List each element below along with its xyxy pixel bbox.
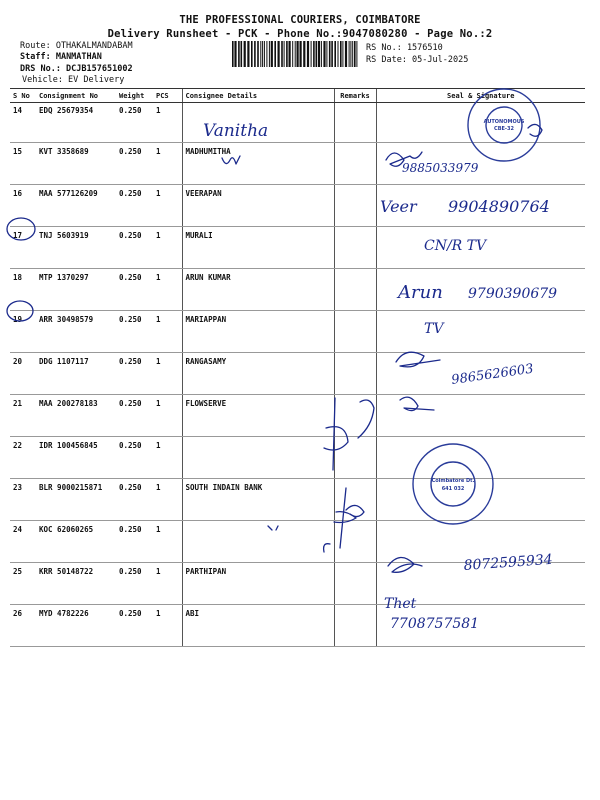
cell-consignee: ABI [182,605,334,647]
handwritten-note-row19: TV [424,321,444,337]
cell-consignee: SOUTH INDAIN BANK [182,479,334,521]
route-label: Route: OTHAKALMANDABAM [20,41,133,51]
rs-date: RS Date: 05-Jul-2025 [366,55,469,65]
cell-pcs: 1 [153,269,182,311]
cell-consignment: DDG 1107117 [36,353,116,395]
cell-pcs: 1 [153,103,182,143]
cell-pcs: 1 [153,437,182,479]
cell-pcs: 1 [153,227,182,269]
cell-consignee: MADHUMITHA [182,143,334,185]
cell-pcs: 1 [153,563,182,605]
cell-consignment: MYD 4782226 [36,605,116,647]
cell-weight: 0.250 [116,143,153,185]
cell-pcs: 1 [153,395,182,437]
col-header-sno: S No [10,89,36,103]
cell-sno: 25 [10,563,36,605]
cell-pcs: 1 [153,143,182,185]
vehicle-label: Vehicle: EV Delivery [22,75,125,85]
signature-row25 [388,557,422,572]
col-header-pcs: PCS [153,89,182,103]
staff-name: MANMATHAN [55,52,102,62]
cell-consignee: VEERAPAN [182,185,334,227]
cell-consignment: MAA 577126209 [36,185,116,227]
svg-text:CBE-32: CBE-32 [494,126,514,132]
col-header-remarks: Remarks [334,89,376,103]
circle-mark-19 [7,301,33,321]
cell-consignment: KOC 62060265 [36,521,116,563]
cell-weight: 0.250 [116,563,153,605]
cell-consignee: PARTHIPAN [182,563,334,605]
cell-weight: 0.250 [116,479,153,521]
cell-weight: 0.250 [116,605,153,647]
cell-weight: 0.250 [116,521,153,563]
svg-text:AUTONOMOUS: AUTONOMOUS [483,119,525,125]
cell-sno: 24 [10,521,36,563]
signature-row20 [396,352,440,367]
cell-weight: 0.250 [116,353,153,395]
handwritten-name-arun: Arun [398,282,443,303]
signature-scribble-rows21-24 [324,398,374,552]
cell-sno: 20 [10,353,36,395]
cell-consignment: EDQ 25679354 [36,103,116,143]
rs-number: RS No.: 1576510 [366,43,443,53]
cell-pcs: 1 [153,311,182,353]
col-header-consignee: Consignee Details [182,89,334,103]
handwritten-phone-row25: 8072595934 [463,551,554,574]
cell-pcs: 1 [153,521,182,563]
handwritten-phone-row20: 9865626603 [450,361,535,388]
cell-sno: 22 [10,437,36,479]
cell-consignee: RANGASAMY [182,353,334,395]
handwritten-phone-row16: 9904890764 [448,197,550,216]
cell-sno: 17 [10,227,36,269]
cell-pcs: 1 [153,353,182,395]
cell-consignment: KRR 50148722 [36,563,116,605]
cell-weight: 0.250 [116,311,153,353]
signature-row24 [346,505,364,516]
mark-row24 [268,526,278,530]
svg-text:Coimbatore Dt.: Coimbatore Dt. [431,478,475,484]
cell-consignee: MARIAPPAN [182,311,334,353]
handwritten-phone-row26: 7708757581 [390,616,480,632]
signature-row21 [400,397,434,410]
handwritten-note-row17: CN/R TV [424,238,487,254]
handwritten-name-row26: Thet [384,596,417,612]
cell-pcs: 1 [153,479,182,521]
cell-weight: 0.250 [116,103,153,143]
cell-sno: 21 [10,395,36,437]
cell-consignment: TNJ 5603919 [36,227,116,269]
handwritten-name-veer: Veer [380,197,417,216]
cell-sno: 26 [10,605,36,647]
company-title: THE PROFESSIONAL COURIERS, COIMBATORE [179,14,421,26]
col-header-seal: Seal & Signature [376,89,585,103]
cell-sno: 16 [10,185,36,227]
drs-number: DRS No.: DCJB157651002 [20,64,133,74]
cell-sno: 19 [10,311,36,353]
cell-consignee: FLOWSERVE [182,395,334,437]
cell-sno: 23 [10,479,36,521]
cell-weight: 0.250 [116,269,153,311]
cell-consignee: ARUN KUMAR [182,269,334,311]
cell-sno: 18 [10,269,36,311]
staff-label: Staff: [20,52,56,62]
cell-weight: 0.250 [116,395,153,437]
cell-sno: 15 [10,143,36,185]
runsheet-subtitle: Delivery Runsheet - PCK - Phone No.:9047080280 - Page No.:2 [107,28,493,40]
cell-weight: 0.250 [116,185,153,227]
handwritten-phone-row15: 9885033979 [402,161,479,175]
cell-weight: 0.250 [116,437,153,479]
handwritten-phone-row18: 9790390679 [468,286,558,302]
bank-stamp [413,444,493,524]
col-header-weight: Weight [116,89,153,103]
college-stamp [468,89,540,161]
cell-consignment: MAA 200278183 [36,395,116,437]
cell-consignment: IDR 100456845 [36,437,116,479]
cell-sno: 14 [10,103,36,143]
handwritten-name-vanitha: Vanitha [203,121,269,141]
cell-weight: 0.250 [116,227,153,269]
cell-pcs: 1 [153,185,182,227]
cell-consignment: BLR 9000215871 [36,479,116,521]
cell-consignee: MURALI [182,227,334,269]
cell-consignment: MTP 1370297 [36,269,116,311]
cell-consignment: KVT 3358689 [36,143,116,185]
circle-mark-17 [7,218,35,240]
cell-pcs: 1 [153,605,182,647]
col-header-consignment: Consignment No [36,89,116,103]
cell-consignment: ARR 30498579 [36,311,116,353]
signature-row15-consignee [222,156,240,164]
svg-text:641 032: 641 032 [441,486,465,492]
